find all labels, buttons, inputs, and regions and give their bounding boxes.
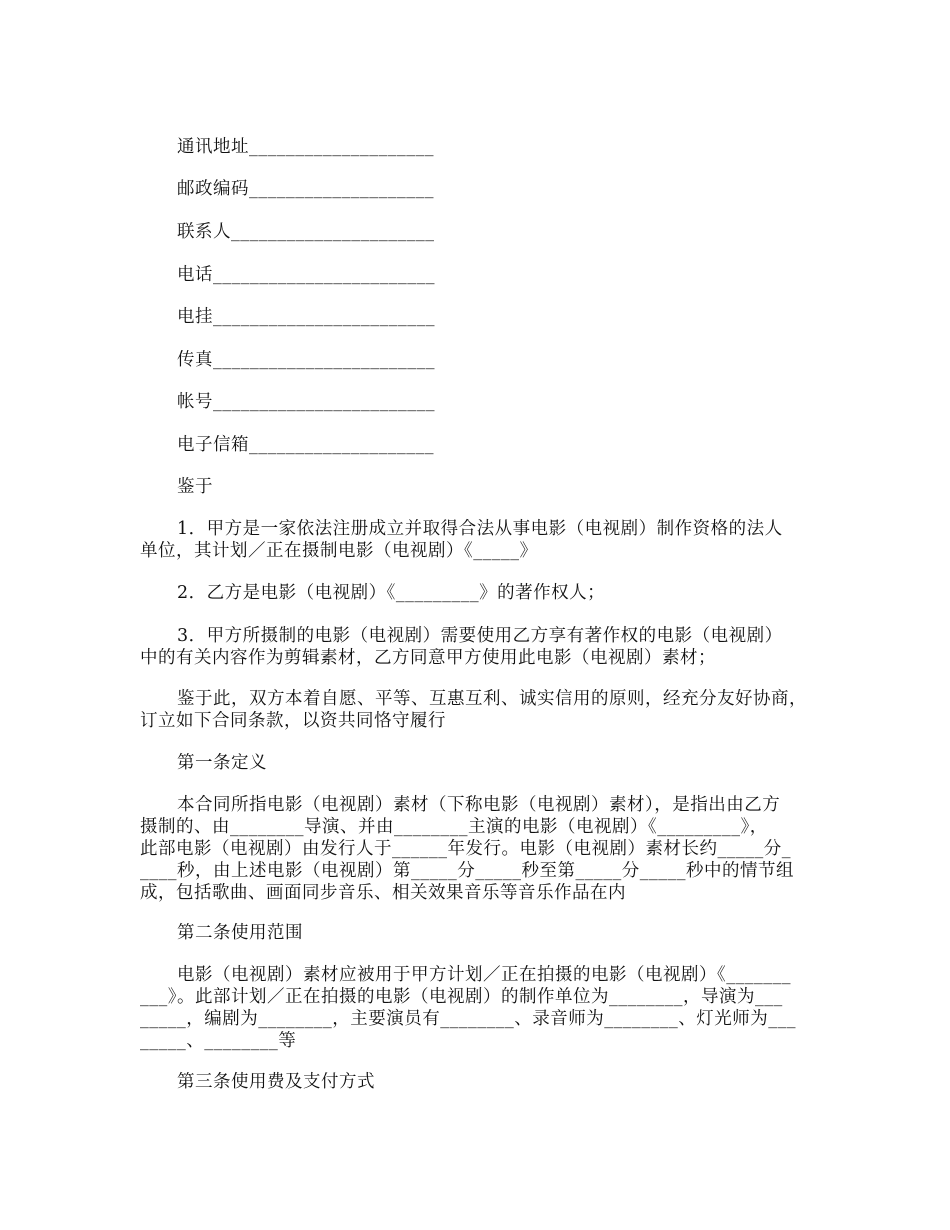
article-2-line-4: _____、________等 xyxy=(140,1031,297,1051)
contact-field-address: 通讯地址____________________ xyxy=(177,137,434,157)
whereas-heading: 鉴于 xyxy=(177,477,213,497)
recital-2-line-1: 2．乙方是电影（电视剧）《_________》的著作权人； xyxy=(177,583,606,603)
contact-field-postcode: 邮政编码____________________ xyxy=(177,179,434,199)
article-1-heading: 第一条定义 xyxy=(177,753,267,773)
recital-2 xyxy=(140,582,826,604)
whereas-conclusion-line-1: 鉴于此，双方本着自愿、平等、互惠互利、诚实信用的原则，经充分友好协商， xyxy=(177,689,807,709)
recital-3-line-2: 中的有关内容作为剪辑素材，乙方同意甲方使用此电影（电视剧）素材； xyxy=(140,648,716,668)
article-1-line-5: 成，包括歌曲、画面同步音乐、相关效果音乐等音乐作品在内 xyxy=(140,883,626,903)
article-1-line-2: 摄制的、由________导演、并由________主演的电影（电视剧）《_________》， xyxy=(140,817,768,837)
article-2-heading: 第二条使用范围 xyxy=(177,923,303,943)
article-1-line-1: 本合同所指电影（电视剧）素材（下称电影（电视剧）素材），是指出由乙方 xyxy=(177,795,781,815)
recital-3-line-1: 3．甲方所摄制的电影（电视剧）需要使用乙方享有著作权的电影（电视剧） xyxy=(177,626,783,646)
recital-3 xyxy=(140,625,826,669)
article-1-line-3: 此部电影（电视剧）由发行人于______年发行。电影（电视剧）素材长约_____分_ xyxy=(140,839,791,859)
contact-field-telegraph: 电挂________________________ xyxy=(177,307,435,327)
contact-field-fax: 传真________________________ xyxy=(177,350,435,370)
article-2-line-2: ___》。此部计划／正在拍摄的电影（电视剧）的制作单位为________，导演为___ xyxy=(140,987,783,1007)
contact-field-phone: 电话________________________ xyxy=(177,265,435,285)
article-3-heading: 第三条使用费及支付方式 xyxy=(177,1072,375,1092)
article-2-line-3: _____，编剧为________，主要演员有________、录音师为________、灯光师为___ xyxy=(140,1009,796,1029)
contact-field-account: 帐号________________________ xyxy=(177,392,435,412)
article-2-body xyxy=(140,964,826,1052)
whereas-conclusion-line-2: 订立如下合同条款，以资共同恪守履行 xyxy=(140,711,446,731)
recital-1 xyxy=(140,518,826,562)
article-1-line-4: ____秒，由上述电影（电视剧）第_____分_____秒至第_____分_____秒中的情节组 xyxy=(140,861,794,881)
article-1-body xyxy=(140,794,826,904)
article-2-line-1: 电影（电视剧）素材应被用于甲方计划／正在拍摄的电影（电视剧）《_______ xyxy=(177,965,791,985)
contact-field-email: 电子信箱____________________ xyxy=(177,435,434,455)
recital-1-line-2: 单位，其计划／正在摄制电影（电视剧）《_____》 xyxy=(140,541,538,561)
whereas-conclusion xyxy=(140,688,826,732)
contact-field-contact-person: 联系人______________________ xyxy=(177,222,435,242)
recital-1-line-1: 1．甲方是一家依法注册成立并取得合法从事电影（电视剧）制作资格的法人 xyxy=(177,519,783,539)
